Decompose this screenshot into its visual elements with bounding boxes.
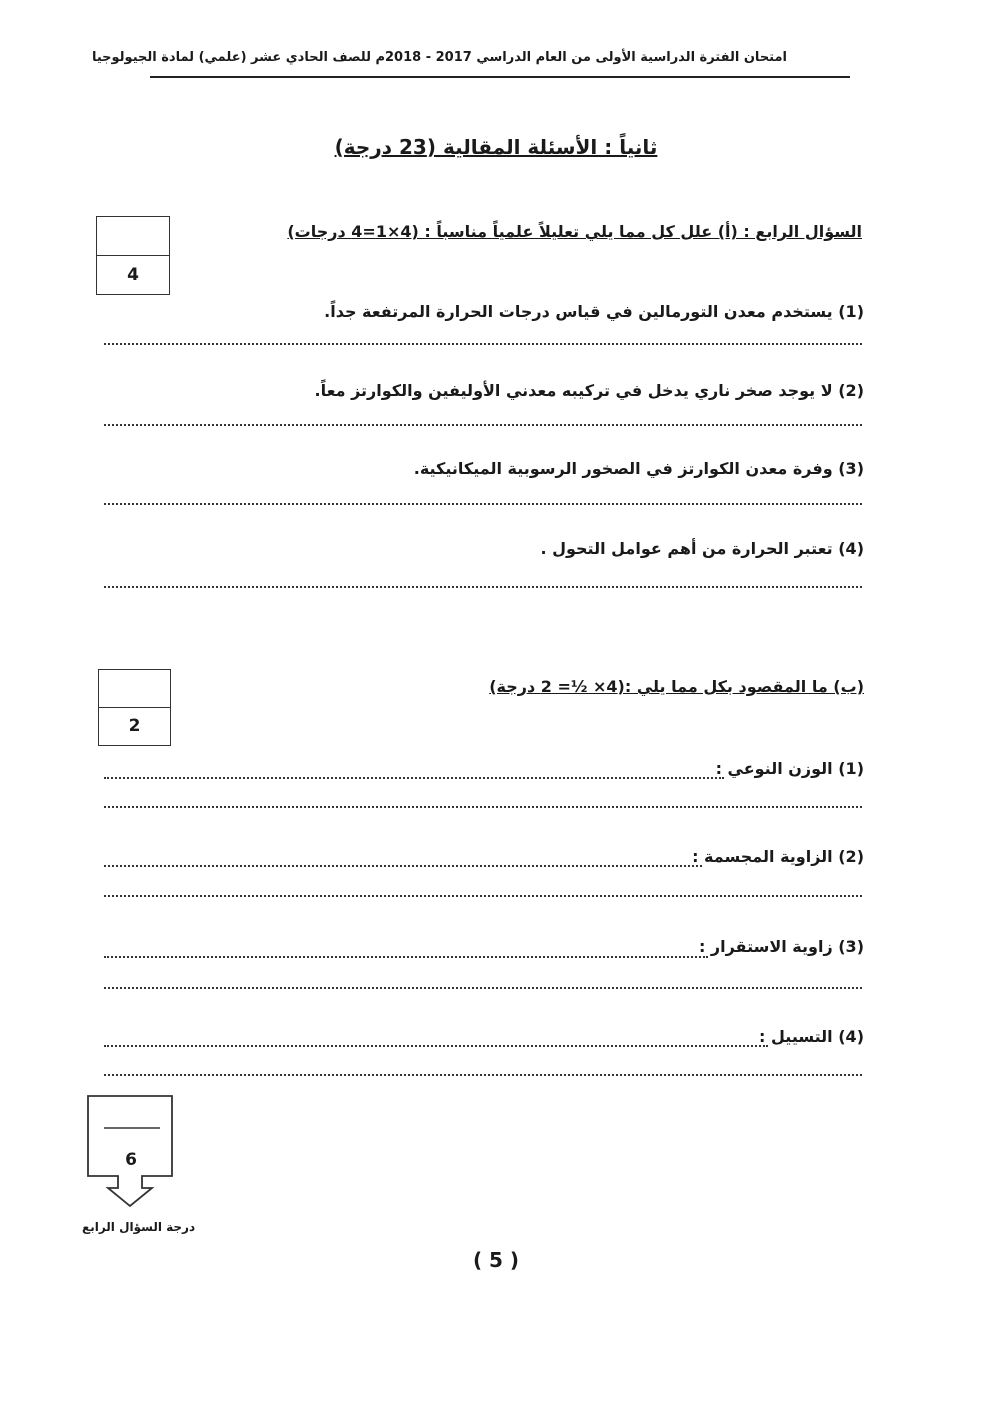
part-a-item-4: (4) تعتبر الحرارة من أهم عوامل التحول . — [540, 539, 864, 558]
section-title-text: ثانياً : الأسئلة المقالية (23 درجة) — [334, 135, 658, 159]
answer-line — [104, 343, 862, 345]
answer-line — [104, 1074, 862, 1076]
part-b-score-slot — [99, 670, 170, 708]
answer-line — [104, 895, 862, 897]
section-title — [0, 135, 992, 159]
part-a-item-2: (2) لا يوجد صخر ناري يدخل في تركيبه معدني الأوليفين والكوارتز معاً. — [314, 381, 864, 400]
answer-line — [104, 987, 862, 989]
fill-line — [104, 956, 708, 958]
answer-line — [104, 503, 862, 505]
page-number: ( 5 ) — [472, 1248, 520, 1272]
part-a-grade-value: 4 — [127, 264, 139, 285]
total-grade-value: 6 — [125, 1150, 137, 1170]
part-a-item-3: (3) وفرة معدن الكوارتز في الصخور الرسوبية الميكانيكية. — [413, 459, 864, 478]
part-a-item-1: (1) يستخدم معدن التورمالين في قياس درجات الحرارة المرتفعة جداً. — [324, 302, 864, 321]
answer-line — [104, 424, 862, 426]
part-a-heading: السؤال الرابع : (أ) علل كل مما يلي تعليلاً علمياً مناسباً : (4×1=4 درجات) — [287, 222, 862, 241]
part-a-grade-box — [96, 216, 170, 295]
part-a-score-slot — [97, 217, 169, 256]
total-caption: درجة السؤال الرابع — [82, 1220, 196, 1234]
part-b-grade-box — [98, 669, 171, 746]
answer-line — [104, 806, 862, 808]
part-b-item-3: (3) زاوية الاستقرار : — [698, 937, 864, 956]
fill-line — [104, 1045, 768, 1047]
exam-header: امتحان الفترة الدراسية الأولى من العام الدراسي 2017 - 2018م للصف الحادي عشر (علمي) لمادة الجيولوجيا — [91, 50, 787, 65]
fill-line — [104, 777, 724, 779]
answer-line — [104, 586, 862, 588]
part-b-item-4: (4) التسييل : — [759, 1027, 864, 1046]
part-b-item-2: (2) الزاوية المجسمة : — [692, 847, 864, 866]
part-b-heading: (ب) ما المقصود بكل مما يلي :(4× ½= 2 درجة) — [489, 677, 864, 696]
header-divider — [150, 76, 850, 78]
part-b-item-1: (1) الوزن النوعي : — [715, 759, 864, 778]
fill-line — [104, 865, 702, 867]
part-b-grade-value: 2 — [128, 716, 141, 737]
